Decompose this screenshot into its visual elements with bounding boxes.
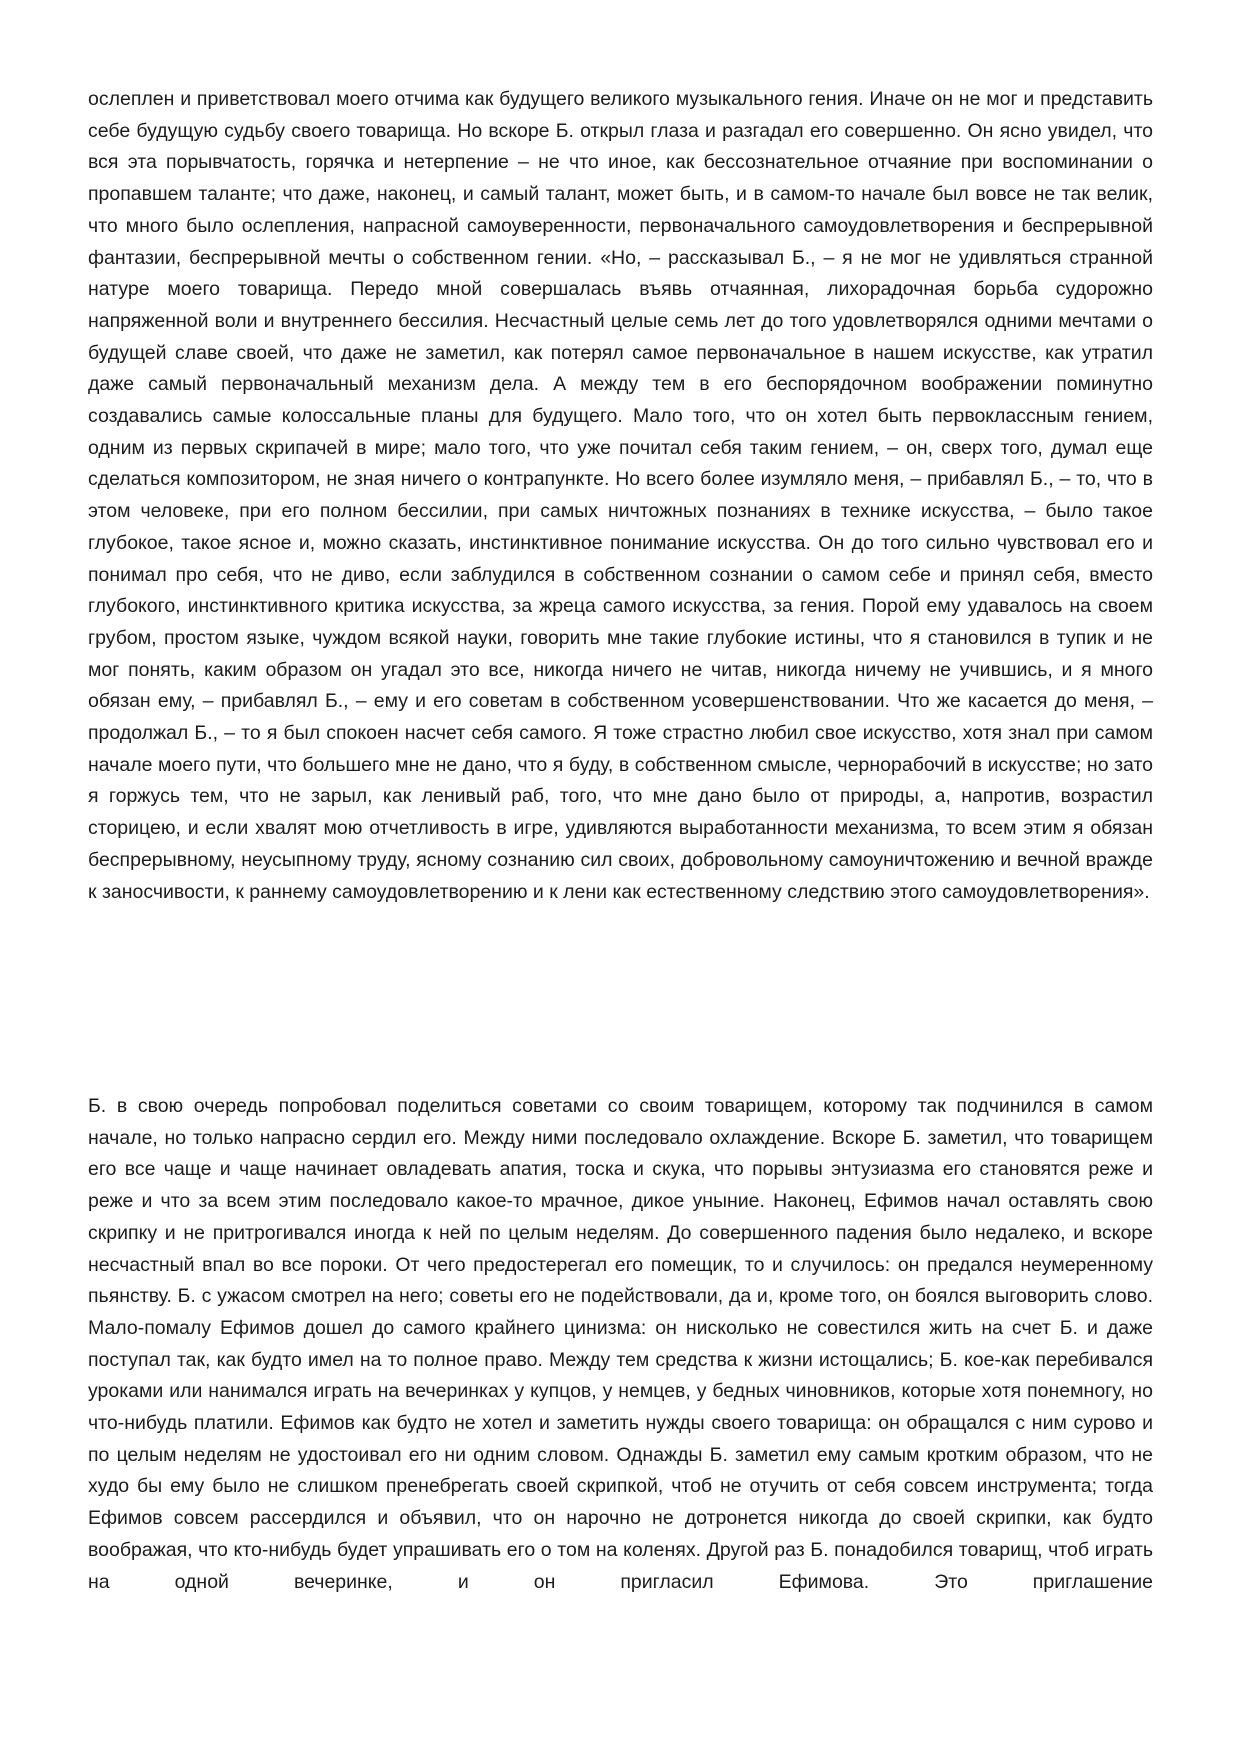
paragraph-1: ослеплен и приветствовал моего отчима как будущего великого музыкального гения. Иначе он не мог и представить себе будущую судьбу своего товарища. Но вскоре Б. открыл глаза и разгадал его совершенно. Он ясно увидел, что вся эта порывчатость, горячка и нетерпение – не что иное, как бессознательное отчаяние при воспоминании о пропавшем таланте; что даже, наконец, и самый талант, может быть, и в самом-то начале был вовсе не так велик, что много было ослепления, напрасной самоуверенности, первоначального самоудовлетворения и беспрерывной фантазии, беспрерывной мечты о собственном гении. «Но, – рассказывал Б., – я не мог не удивляться странной натуре моего товарища. Передо мной совершалась въявь отчаянная, лихорадочная борьба судорожно напряженной воли и внутреннего бессилия. Несчастный целые семь лет до того удовлетворялся одними мечтами о будущей славе своей, что даже не заметил, как потерял самое первоначальное в нашем искусстве, как утратил даже самый первоначальный механизм дела. А между тем в его беспорядочном воображении поминутно создавались самые колоссальные планы для будущего. Мало того, что он хотел быть первоклассным гением, одним из первых скрипачей в мире; мало того, что уже почитал себя таким гением, – он, сверх того, думал еще сделаться композитором, не зная ничего о контрапункте. Но всего более изумляло меня, – прибавлял Б., – то, что в этом человеке, при его полном бессилии, при самых ничтожных познаниях в технике искусства, – было такое глубокое, такое ясное и, можно сказать, инстинктивное понимание искусства. Он до того сильно чувствовал его и понимал про себя, что не диво, если заблудился в собственном сознании о самом себе и принял себя, вместо глубокого, инстинктивного критика искусства, за жреца самого искусства, за гения. Порой ему удавалось на своем грубом, простом языке, чуждом всякой науки, говорить мне такие глубокие истины, что я становился в тупик и не мог понять, каким образом он угадал это все, никогда ничего не читав, никогда ничему не учившись, и я много обязан ему, – прибавлял Б., – ему и его советам в собственном усовершенствовании. Что же касается до меня, – продолжал Б., – то я был спокоен насчет себя самого. Я тоже страстно любил свое искусство, хотя знал при самом начале моего пути, что большего мне не дано, что я буду, в собственном смысле, чернорабочий в искусстве; но зато я горжусь тем, что не зарыл, как ленивый раб, того, что мне дано было от природы, а, напротив, возрастил сторицею, и если хвалят мою отчетливость в игре, удивляются выработанности механизма, то всем этим я обязан беспрерывному, неусыпному труду, ясному сознанию сил своих, добровольному самоуничтожению и вечной вражде к заносчивости, к раннему самоудовлетворению и к лени как естественному следствию этого самоудовлетворения».	[88, 88, 1153, 903]
paragraph-2: Б. в свою очередь попробовал поделиться советами со своим товарищем, которому так подчинился в самом начале, но только напрасно сердил его. Между ними последовало охлаждение. Вскоре Б. заметил, что товарищем его все чаще и чаще начинает овладевать апатия, тоска и скука, что порывы энтузиазма его становятся реже и реже и что за всем этим последовало какое-то мрачное, дикое уныние. Наконец, Ефимов начал оставлять свою скрипку и не притрогивался иногда к ней по целым неделям. До совершенного падения было недалеко, и вскоре несчастный впал во все пороки. От чего предостерегал его помещик, то и случилось: он предался неумеренному пьянству. Б. с ужасом смотрел на него; советы его не подействовали, да и, кроме того, он боялся выговорить слово. Мало-помалу Ефимов дошел до самого крайнего цинизма: он нисколько не совестился жить на счет Б. и даже поступал так, как будто имел на то полное право. Между тем средства к жизни истощались; Б. кое-как перебивался уроками или нанимался играть на вечеринках у купцов, у немцев, у бедных чиновников, которые хотя понемногу, но что-нибудь платили. Ефимов как будто не хотел и заметить нужды своего товарища: он обращался с ним сурово и по целым неделям не удостоивал его ни одним словом. Однажды Б. заметил ему самым кротким образом, что не худо бы ему было не слишком пренебрегать своей скрипкой, чтоб не отучить от себя совсем инструмента; тогда Ефимов совсем рассердился и объявил, что он нарочно не дотронется никогда до своей скрипки, как будто воображая, что кто-нибудь будет упрашивать его о том на коленях. Другой раз Б. понадобился товарищ, чтоб играть на одной вечеринке, и он пригласил Ефимова. Это приглашение	[88, 1095, 1153, 1593]
